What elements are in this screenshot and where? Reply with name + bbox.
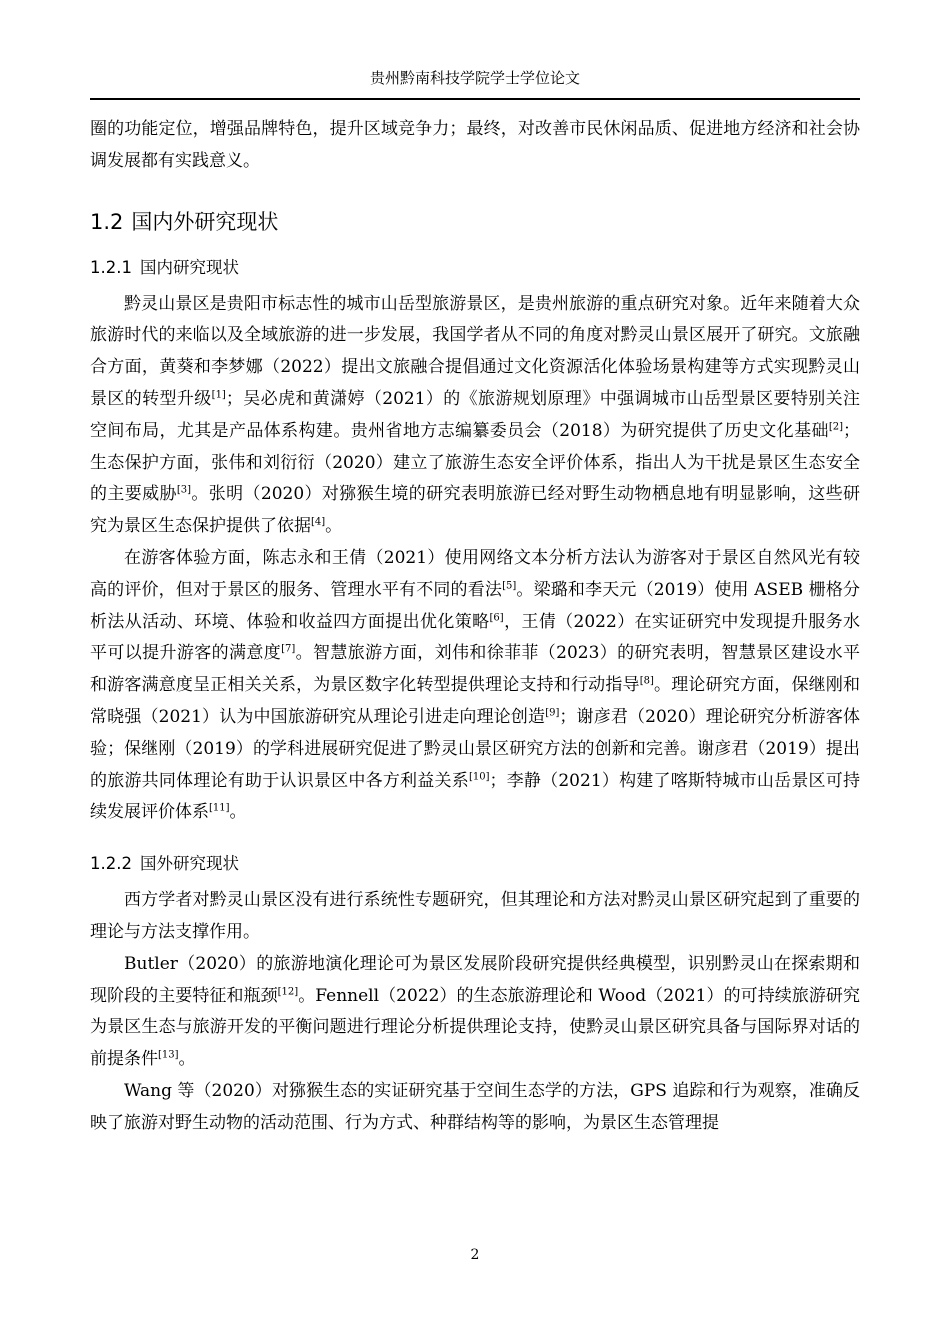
citation: [1] <box>211 389 226 401</box>
page-number <box>0 1245 950 1265</box>
text-span: Wang 等（2020）对猕猴生态的实证研究基于空间生态学的方法，GPS 追踪和行为观察，准确反映了旅游对野生动物的活动范围、行为方式、种群结构等的影响，为景区生态管理提 <box>90 1080 860 1133</box>
text-span: 在游客体验方面，陈志永和王倩（2021）使用网络文本分析方法认为游客对于景区自然风光有较高的评价，但对于景区的服务、管理水平有不同的看法 <box>90 547 860 600</box>
text-span: 西方学者对黔灵山景区没有进行系统性专题研究，但其理论和方法对黔灵山景区研究起到了重要的理论与方法支撑作用。 <box>90 890 860 942</box>
page-content <box>90 114 860 1140</box>
subsection-title: 国内研究现状 <box>139 257 239 277</box>
text-span: 。 <box>229 802 247 823</box>
citation: [10] <box>468 770 490 782</box>
text-span: ；吴必虎和黄潇婷（2021）的《旅游规划原理》中强调城市山岳型景区要特别关注空间布局，尤其是产品体系构建。贵州省地方志编纂委员会（2018）为研究提供了历史文化基础 <box>90 388 861 441</box>
header-title: 贵州黔南科技学院学士学位论文 <box>369 69 580 87</box>
citation: [12] <box>277 985 299 997</box>
text-span: 黔灵山景区是贵阳市标志性的城市山岳型旅游景区，是贵州旅游的重点研究对象。近年来随着大众旅游时代的来临以及全域旅游的进一步发展，我国学者从不同的角度对黔灵山景区展开了研究。文旅融合方面，黄葵和李梦娜（2022）提出文旅融合提倡通过文化资源活化体验场景构建等方式实现黔灵山景区的转型升级 <box>90 293 860 409</box>
section-number: 1.2 <box>90 209 124 234</box>
text-span: 。智慧旅游方面，刘伟和徐菲菲（2023）的研究表明，智慧景区建设水平和游客满意度呈正相关关系，为景区数字化转型提供理论支持和行动指导 <box>90 643 860 696</box>
intro-paragraph <box>90 114 860 178</box>
section-title: 国内外研究现状 <box>131 209 279 234</box>
citation: [9] <box>545 707 560 719</box>
citation: [4] <box>311 516 326 528</box>
text-span: 。理论研究方面，保继刚和常晓强（2021）认为中国旅游研究从理论引进走向理论创造 <box>90 675 861 727</box>
domestic-paragraph-2 <box>90 543 860 829</box>
text-span: ；生态保护方面，张伟和刘衍衍（2020）建立了旅游生态安全评价体系，指出人为干扰是景区生态安全的主要威胁 <box>90 420 860 505</box>
text-span: 。Fennell（2022）的生态旅游理论和 Wood（2021）的可持续旅游研究为景区生态与旅游开发的平衡问题进行理论分析提供理论支持，使黔灵山景区研究具备与国际界对话的前提条件 <box>90 985 860 1070</box>
citation: [11] <box>209 802 230 814</box>
page-number-text: 2 <box>470 1247 480 1263</box>
citation: [2] <box>828 421 843 433</box>
citation: [13] <box>158 1049 179 1061</box>
citation: [8] <box>639 675 654 687</box>
foreign-paragraph-1 <box>90 885 860 949</box>
citation: [5] <box>502 580 517 592</box>
citation: [3] <box>176 484 192 496</box>
text-span: 。梁璐和李天元（2019）使用 ASEB 栅格分析法从活动、环境、体验和收益四方面提出优化策略 <box>90 579 861 632</box>
foreign-paragraph-3 <box>90 1076 860 1140</box>
foreign-paragraph-2 <box>90 949 860 1076</box>
domestic-paragraph-1 <box>90 289 860 543</box>
text-span: Butler（2020）的旅游地演化理论可为景区发展阶段研究提供经典模型，识别黔灵山在探索期和现阶段的主要特征和瓶颈 <box>90 953 860 1006</box>
citation: [7] <box>281 643 296 655</box>
text-span: ，王倩（2022）在实证研究中发现提升服务水平可以提升游客的满意度 <box>90 611 861 664</box>
intro-text: 圈的功能定位，增强品牌特色，提升区域竞争力；最终，对改善市民休闲品质、促进地方经济和社会协调发展都有实践意义。 <box>90 119 860 171</box>
subsection-title: 国外研究现状 <box>139 854 239 874</box>
subsection-number: 1.2.1 <box>90 257 132 277</box>
text-span: ；李静（2021）构建了喀斯特城市山岳景区可持续发展评价体系 <box>90 770 860 823</box>
subsection-number: 1.2.2 <box>90 854 132 874</box>
subsection-heading-foreign <box>90 849 860 879</box>
subsection-heading-domestic <box>90 253 860 283</box>
text-span: 。张明（2020）对猕猴生境的研究表明旅游已经对野生动物栖息地有明显影响，这些研究为景区生态保护提供了依据 <box>90 484 861 537</box>
page-header <box>90 66 860 100</box>
text-span: 。 <box>178 1049 196 1070</box>
text-span: 。 <box>325 516 343 537</box>
text-span: ；谢彦君（2020）理论研究分析游客体验；保继刚（2019）的学科进展研究促进了黔灵山景区研究方法的创新和完善。谢彦君（2019）提出的旅游共同体理论有助于认识景区中各方利益关系 <box>90 706 860 791</box>
section-heading <box>90 206 860 238</box>
citation: [6] <box>489 611 504 623</box>
